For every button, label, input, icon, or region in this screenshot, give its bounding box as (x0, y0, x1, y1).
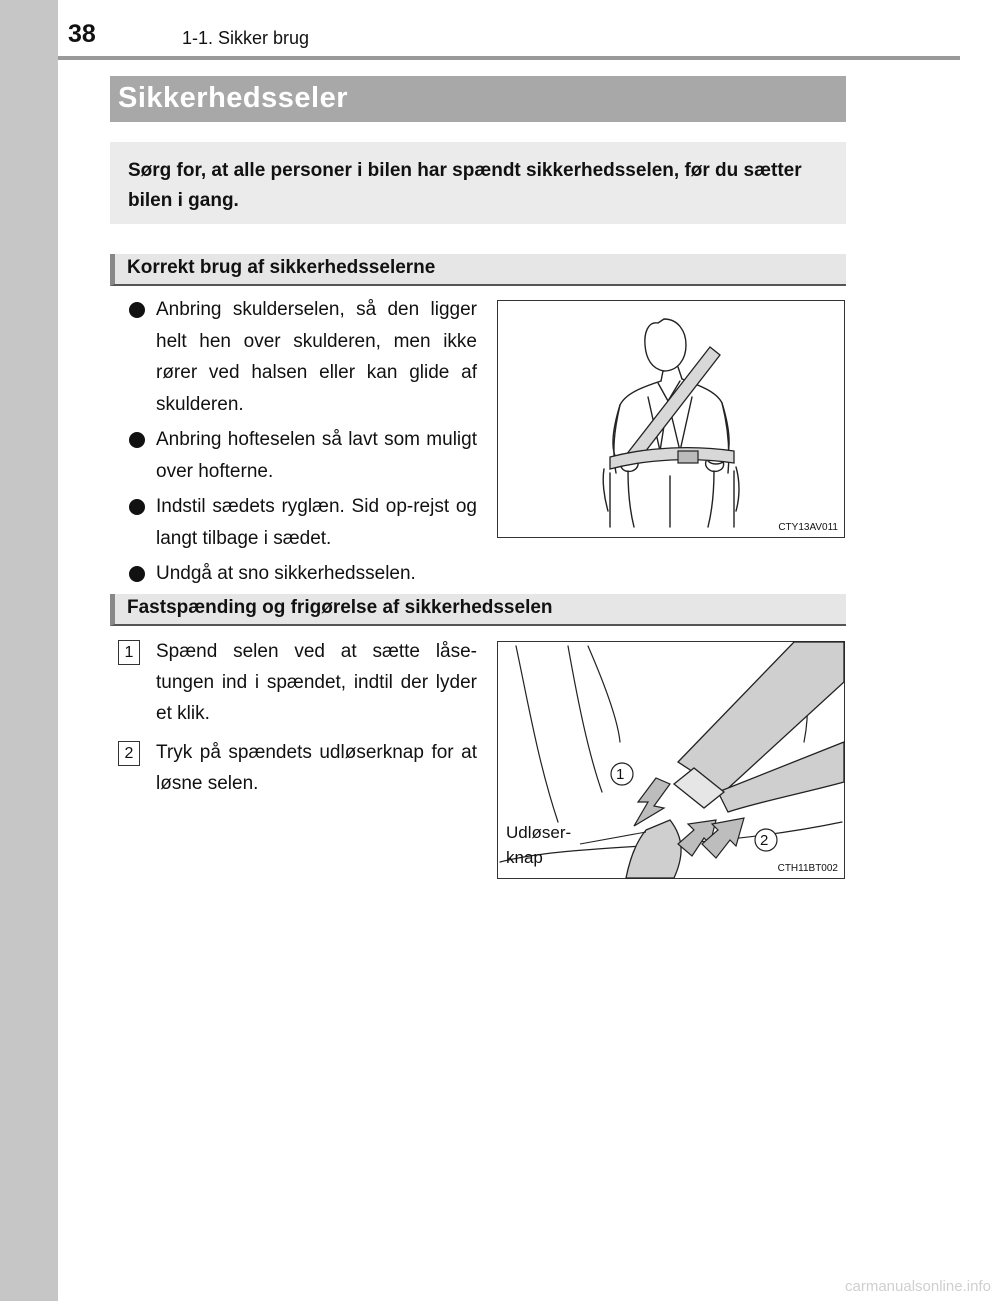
bullet-text: Indstil sædets ryglæn. Sid op-rejst og langt tilbage i sædet. (156, 496, 477, 549)
step-number: 2 (118, 741, 140, 766)
bullet-icon (129, 432, 145, 448)
header-rule (58, 56, 960, 60)
list-item (128, 491, 477, 554)
subsection-title: Korrekt brug af sikkerhedsselerne (127, 257, 436, 278)
callout-2: 2 (760, 832, 769, 849)
left-margin-band (0, 0, 58, 1301)
bullet-icon (129, 566, 145, 582)
section-title: Sikkerhedsseler (118, 82, 348, 114)
step-text: Tryk på spændets udløserknap for at løsne selen. (156, 742, 477, 794)
subsection-heading-correct-use (110, 254, 846, 286)
section-title-bar (110, 76, 846, 122)
step-list (118, 636, 477, 807)
intro-box (110, 142, 846, 224)
bullet-text: Anbring hofteselen så lavt som muligt over hofterne. (156, 429, 477, 482)
footer-watermark: carmanualsonline.info (845, 1278, 991, 1295)
bullet-text: Undgå at sno sikkerhedsselen. (156, 563, 416, 584)
list-item (128, 424, 477, 487)
seated-person-drawing (498, 301, 844, 537)
release-button-label-line1: Udløser- (506, 823, 572, 842)
release-button-label-line2: knap (506, 848, 543, 867)
subsection-title: Fastspænding og frigørelse af sikkerhedsselen (127, 597, 553, 618)
bullet-text: Anbring skulderselen, så den ligger helt hen over skulderen, men ikke rører ved halsen eller kan glide af skulderen. (156, 299, 477, 415)
bullet-list (128, 294, 477, 594)
subsection-heading-fastening (110, 594, 846, 626)
list-item (118, 636, 477, 729)
step-text: Spænd selen ved at sætte låse-tungen ind i spændet, indtil der lyder et klik. (156, 641, 477, 724)
page-number: 38 (68, 20, 96, 48)
seated-person-illustration (497, 300, 845, 538)
list-item (128, 558, 477, 590)
list-item (128, 294, 477, 420)
figure-code: CTH11BT002 (777, 863, 838, 874)
buckle-illustration (497, 641, 845, 879)
intro-text: Sørg for, at alle personer i bilen har spændt sikkerhedsselen, før du sætter bilen i gang. (128, 160, 802, 211)
callout-1: 1 (616, 766, 625, 783)
bullet-icon (129, 499, 145, 515)
bullet-icon (129, 302, 145, 318)
step-number: 1 (118, 640, 140, 665)
chapter-title: 1-1. Sikker brug (182, 28, 310, 48)
figure-code: CTY13AV011 (778, 522, 838, 533)
list-item (118, 737, 477, 799)
